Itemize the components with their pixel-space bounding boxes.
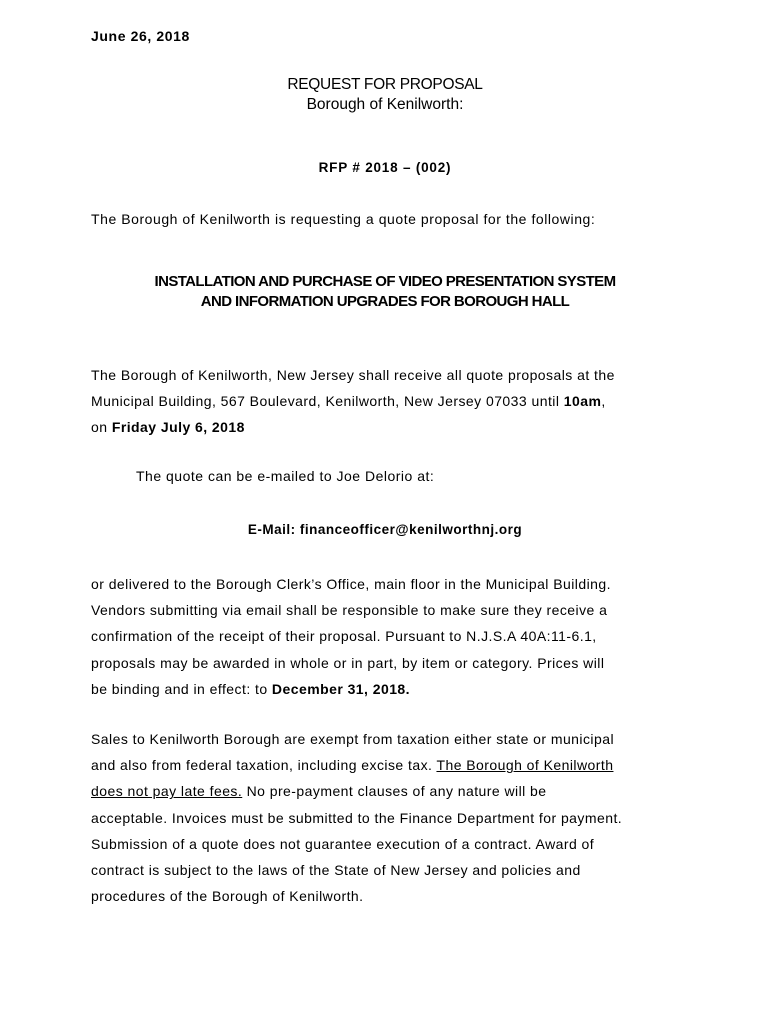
paragraph-line: acceptable. Invoices must be submitted to the Finance Department for payment. [91, 809, 623, 826]
address-text: Municipal Building, 567 Boulevard, Kenilworth, New Jersey 07033 until [91, 393, 564, 410]
deadline-date: Friday July 6, 2018 [111, 419, 245, 436]
paragraph-line [91, 752, 622, 778]
paragraph-line: Sales to Kenilworth Borough are exempt from taxation either state or municipal [91, 731, 615, 747]
paragraph-line: confirmation of the receipt of their proposal. Pursuant to N.J.S.A 40A:11-6.1, [91, 628, 597, 645]
project-title-line-1: INSTALLATION AND PURCHASE OF VIDEO PRESENTATION SYSTEM [154, 273, 616, 290]
tax-exemption-paragraph [91, 726, 622, 909]
paragraph-line [91, 414, 615, 440]
excise-text: and also from federal taxation, including excise tax. [91, 757, 437, 774]
paragraph-line: contract is subject to the laws of the State of New Jersey and policies and [91, 862, 581, 879]
comma-text: , [601, 393, 606, 410]
borough-heading: Borough of Kenilworth: [306, 96, 464, 113]
paragraph-line: proposals may be awarded in whole or in part, by item or category. Prices will [91, 654, 605, 671]
intro-sentence: The Borough of Kenilworth is requesting a quote proposal for the following: [91, 211, 596, 227]
rfp-number: RFP # 2018 – (002) [318, 160, 452, 175]
project-title-line-2: AND INFORMATION UPGRADES FOR BOROUGH HALL [200, 293, 570, 310]
prepayment-text: No pre-payment clauses of any nature will be [242, 783, 547, 800]
delivery-paragraph [91, 571, 611, 702]
quote-email-instruction: The quote can be e-mailed to Joe Delorio at: [136, 468, 435, 484]
paragraph-line: procedures of the Borough of Kenilworth. [91, 888, 364, 905]
paragraph-line: The Borough of Kenilworth, New Jersey shall receive all quote proposals at the [91, 367, 615, 383]
paragraph-line [91, 388, 615, 414]
paragraph-line: Submission of a quote does not guarantee execution of a contract. Award of [91, 835, 595, 852]
late-fees-notice-part-2: does not pay late fees. [91, 783, 243, 800]
rfp-heading: REQUEST FOR PROPOSAL [287, 76, 483, 93]
deadline-time: 10am [563, 393, 602, 410]
document-date: June 26, 2018 [91, 28, 190, 44]
late-fees-notice-part-1: The Borough of Kenilworth [436, 757, 614, 774]
paragraph-line [91, 778, 622, 804]
paragraph-line: or delivered to the Borough Clerk’s Office, main floor in the Municipal Building. [91, 576, 611, 592]
binding-text: be binding and in effect: to [91, 680, 272, 697]
on-text: on [91, 419, 112, 436]
contact-email: E-Mail: financeofficer@kenilworthnj.org [247, 522, 523, 537]
submission-paragraph [91, 362, 615, 441]
effective-until-date: December 31, 2018. [271, 680, 411, 697]
paragraph-line [91, 676, 611, 702]
paragraph-line: Vendors submitting via email shall be responsible to make sure they receive a [91, 602, 608, 619]
